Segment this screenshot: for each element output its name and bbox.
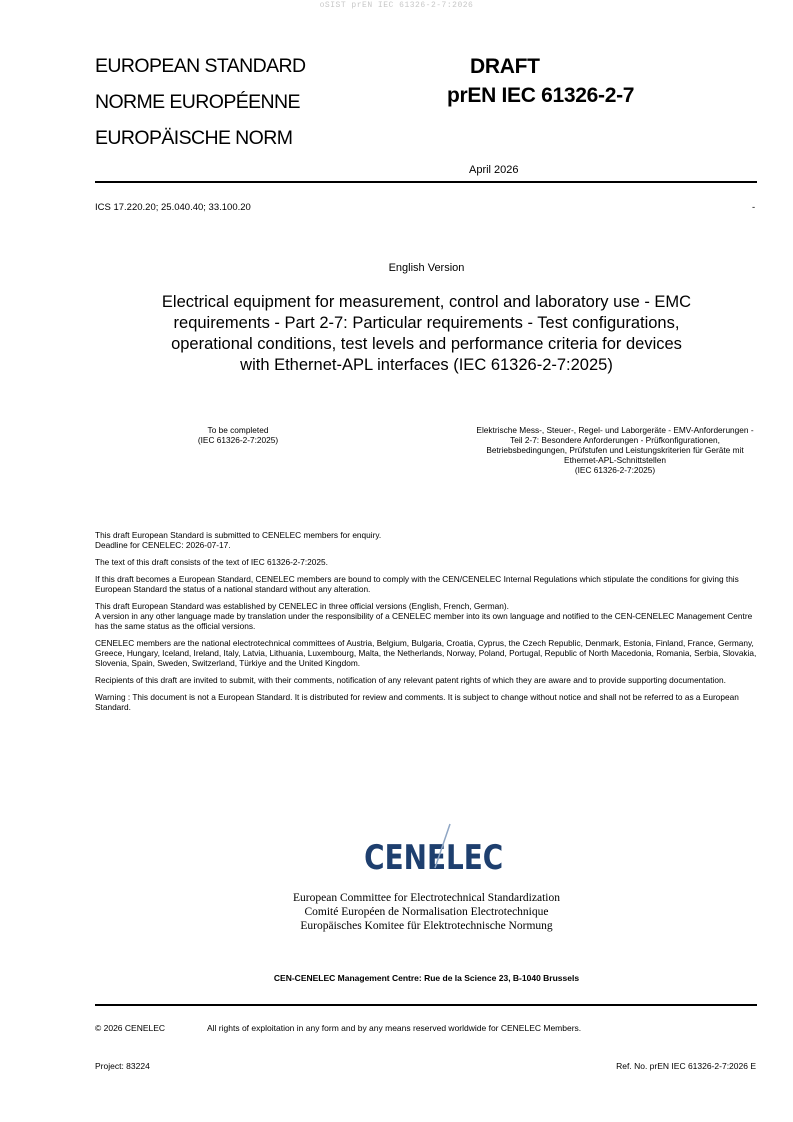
organization-names [0,891,793,933]
org-name-de: Europäisches Komitee für Elektrotechnische Normung [300,920,553,932]
text-source-note: The text of this draft consists of the text of IEC 61326-2-7:2025. [95,557,328,567]
enquiry-deadline: Deadline for CENELEC: 2026-07-17. [95,540,231,550]
draft-label: DRAFT [470,55,540,78]
warning-note: Warning : This document is not a European Standard. It is distributed for review and comments. It is subject to change without notice and shall not be referred to as a European Standard. [95,692,739,712]
footer-divider [95,1004,757,1006]
enquiry-notes [95,530,757,719]
standard-name-de: EUROPÄISCHE NORM [95,127,293,149]
translation-note: A version in any other language made by translation under the responsibility of a CENELEC member into its own language and notified to the CEN-CENELEC Management Centre has the same status as the official versions. [95,611,753,631]
copyright: © 2026 CENELEC [95,1023,166,1033]
german-title: Elektrische Mess-, Steuer-, Regel- und Laborgeräte - EMV-Anforderungen - Teil 2-7: Besondere Anforderungen - Prüfkonfigurationen, Betriebsbedingungen, Prüfstufen und Leistungskriterien für Geräte mit Ethernet-APL-Schnittstellen [476,425,754,465]
members-note: CENELEC members are the national electrotechnical committees of Austria, Belgium, Bulgaria, Croatia, Cyprus, the Czech Republic, Denmark, Estonia, Finland, France, Germany, Greece, Hungary, Iceland, Ireland, Italy, Latvia, Lithuania, Luxembourg, Malta, the Netherlands, Norway, Poland, Portugal, Republic of North Macedonia, Romania, Serbia, Slovakia, Slovenia, Spain, Sweden, Switzerland, Türkiye and the United Kingdom. [95,638,757,668]
management-centre-address: CEN-CENELEC Management Centre: Rue de la Science 23, B-1040 Brussels [273,973,580,983]
enquiry-note: This draft European Standard is submitted to CENELEC members for enquiry. [95,530,382,540]
german-title-ref: (IEC 61326-2-7:2025) [574,465,656,475]
cenelec-logo [364,822,504,874]
official-versions-note: This draft European Standard was established by CENELEC in three official versions (English, French, German). [95,601,509,611]
document-number: prEN IEC 61326-2-7 [447,84,635,107]
french-title-placeholder: To be completed [207,425,269,435]
patent-note: Recipients of this draft are invited to submit, with their comments, notification of any relevant patent rights of which they are aware and to provide supporting documentation. [95,675,726,685]
german-title-block [470,425,760,475]
org-name-fr: Comité Européen de Normalisation Electrotechnique [304,906,549,918]
standard-name-en: EUROPEAN STANDARD [95,55,306,77]
org-name-en: European Committee for Electrotechnical Standardization [293,892,560,904]
watermark: oSIST prEN IEC 61326-2-7:2026 [319,1,474,10]
document-title: Electrical equipment for measurement, control and laboratory use - EMC requirements - Part 2-7: Particular requirements - Test configurations, operational conditions, test levels and performance criteria for devices with Ethernet-APL interfaces (IEC 61326-2-7:2025) [161,293,692,374]
regulations-note: If this draft becomes a European Standard, CENELEC members are bound to comply with the CEN/CENELEC Internal Regulations which stipulate the conditions for giving this European Standard the status of a national standard without any alteration. [95,574,739,594]
french-title-block [168,425,308,445]
ics-codes: ICS 17.220.20; 25.040.40; 33.100.20 [95,202,251,213]
header-divider [95,181,757,183]
french-title-ref: (IEC 61326-2-7:2025) [197,435,279,445]
language-version: English Version [388,262,465,274]
project-number: Project: 83224 [95,1061,150,1071]
standard-name-fr: NORME EUROPÉENNE [95,91,300,113]
rights-statement: All rights of exploitation in any form and by any means reserved worldwide for CENELEC Members. [207,1023,582,1033]
reference-number: Ref. No. prEN IEC 61326-2-7:2026 E [616,1061,756,1071]
publication-date: April 2026 [469,164,519,176]
ics-right-dash: - [752,202,756,213]
svg-text:CENELEC: CENELEC [364,838,504,874]
